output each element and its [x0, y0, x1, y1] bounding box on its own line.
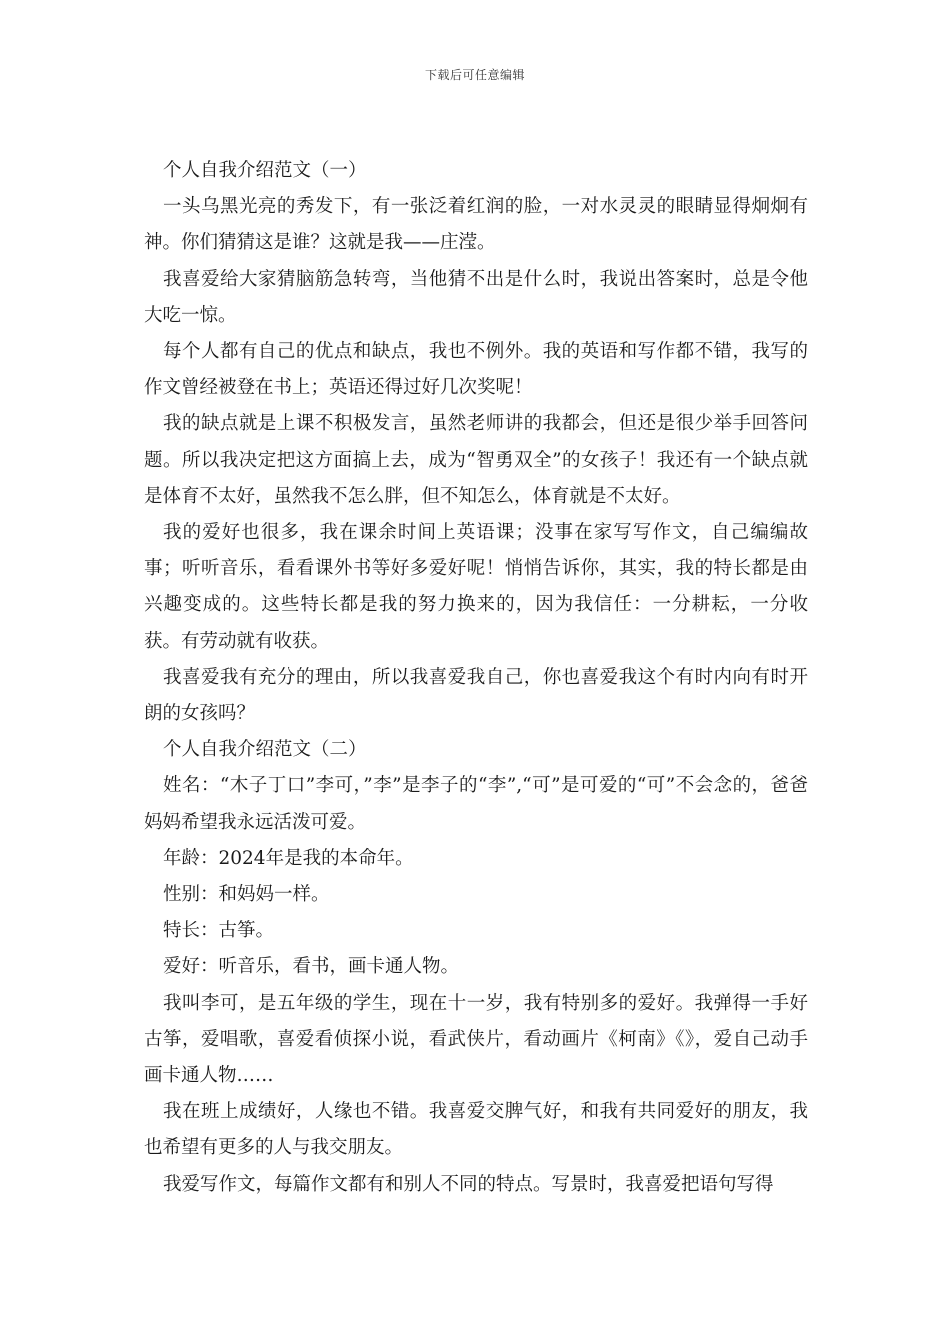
- paragraph: 我喜爱给大家猜脑筋急转弯，当他猜不出是什么时，我说出答案时，总是令他大吃一惊。: [144, 268, 808, 326]
- paragraph: 我在班上成绩好，人缘也不错。我喜爱交脾气好，和我有共同爱好的朋友，我也希望有更多的人与我交朋友。: [144, 1101, 808, 1159]
- paragraph: 一头乌黑光亮的秀发下，有一张泛着红润的脸，一对水灵灵的眼睛显得炯炯有神。你们猜猜这是谁？这就是我——庄滢。: [144, 196, 808, 254]
- paragraph: 性别：和妈妈一样。: [163, 884, 330, 906]
- paragraph: 我爱写作文，每篇作文都有和别人不同的特点。写景时，我喜爱把语句写得: [163, 1173, 774, 1195]
- paragraph: 我喜爱我有充分的理由，所以我喜爱我自己，你也喜爱我这个有时内向有时开朗的女孩吗？: [144, 666, 808, 725]
- paragraph: 我的缺点就是上课不积极发言，虽然老师讲的我都会，但还是很少举手回答问题。所以我决定把这方面搞上去，成为“智勇双全”的女孩子！我还有一个缺点就是体育不太好，虽然我不怎么胖，但不知怎么，体育就是不太好。: [144, 413, 808, 507]
- document-body: [144, 153, 808, 1203]
- paragraph: 特长：古筝。: [163, 920, 275, 942]
- section-title-2: 个人自我介绍范文（二）: [163, 739, 367, 761]
- page-header-note: 下载后可任意编辑: [424, 68, 525, 82]
- paragraph: 我的爱好也很多，我在课余时间上英语课；没事在家写写作文，自己编编故事；听听音乐，看看课外书等好多爱好呢！悄悄告诉你，其实，我的特长都是由兴趣变成的。这些特长都是我的努力换来的，因为我信任：一分耕耘，一分收获。有劳动就有收获。: [144, 522, 808, 652]
- paragraph: 姓名：“木子丁口”李可，”李”是李子的“李”,“可”是可爱的“可”不会念的，爸爸妈妈希望我永远活泼可爱。: [144, 775, 808, 833]
- paragraph: 我叫李可，是五年级的学生，现在十一岁，我有特别多的爱好。我弹得一手好古筝，爱唱歌，喜爱看侦探小说，看武侠片，看动画片《柯南》《》，爱自己动手画卡通人物……: [144, 992, 808, 1087]
- paragraph: 爱好：听音乐，看书，画卡通人物。: [163, 956, 460, 978]
- paragraph: 年龄：2024年是我的本命年。: [163, 847, 414, 869]
- section-title-1: 个人自我介绍范文（一）: [163, 160, 367, 181]
- paragraph: 每个人都有自己的优点和缺点，我也不例外。我的英语和写作都不错，我写的作文曾经被登在书上；英语还得过好几次奖呢！: [144, 341, 808, 399]
